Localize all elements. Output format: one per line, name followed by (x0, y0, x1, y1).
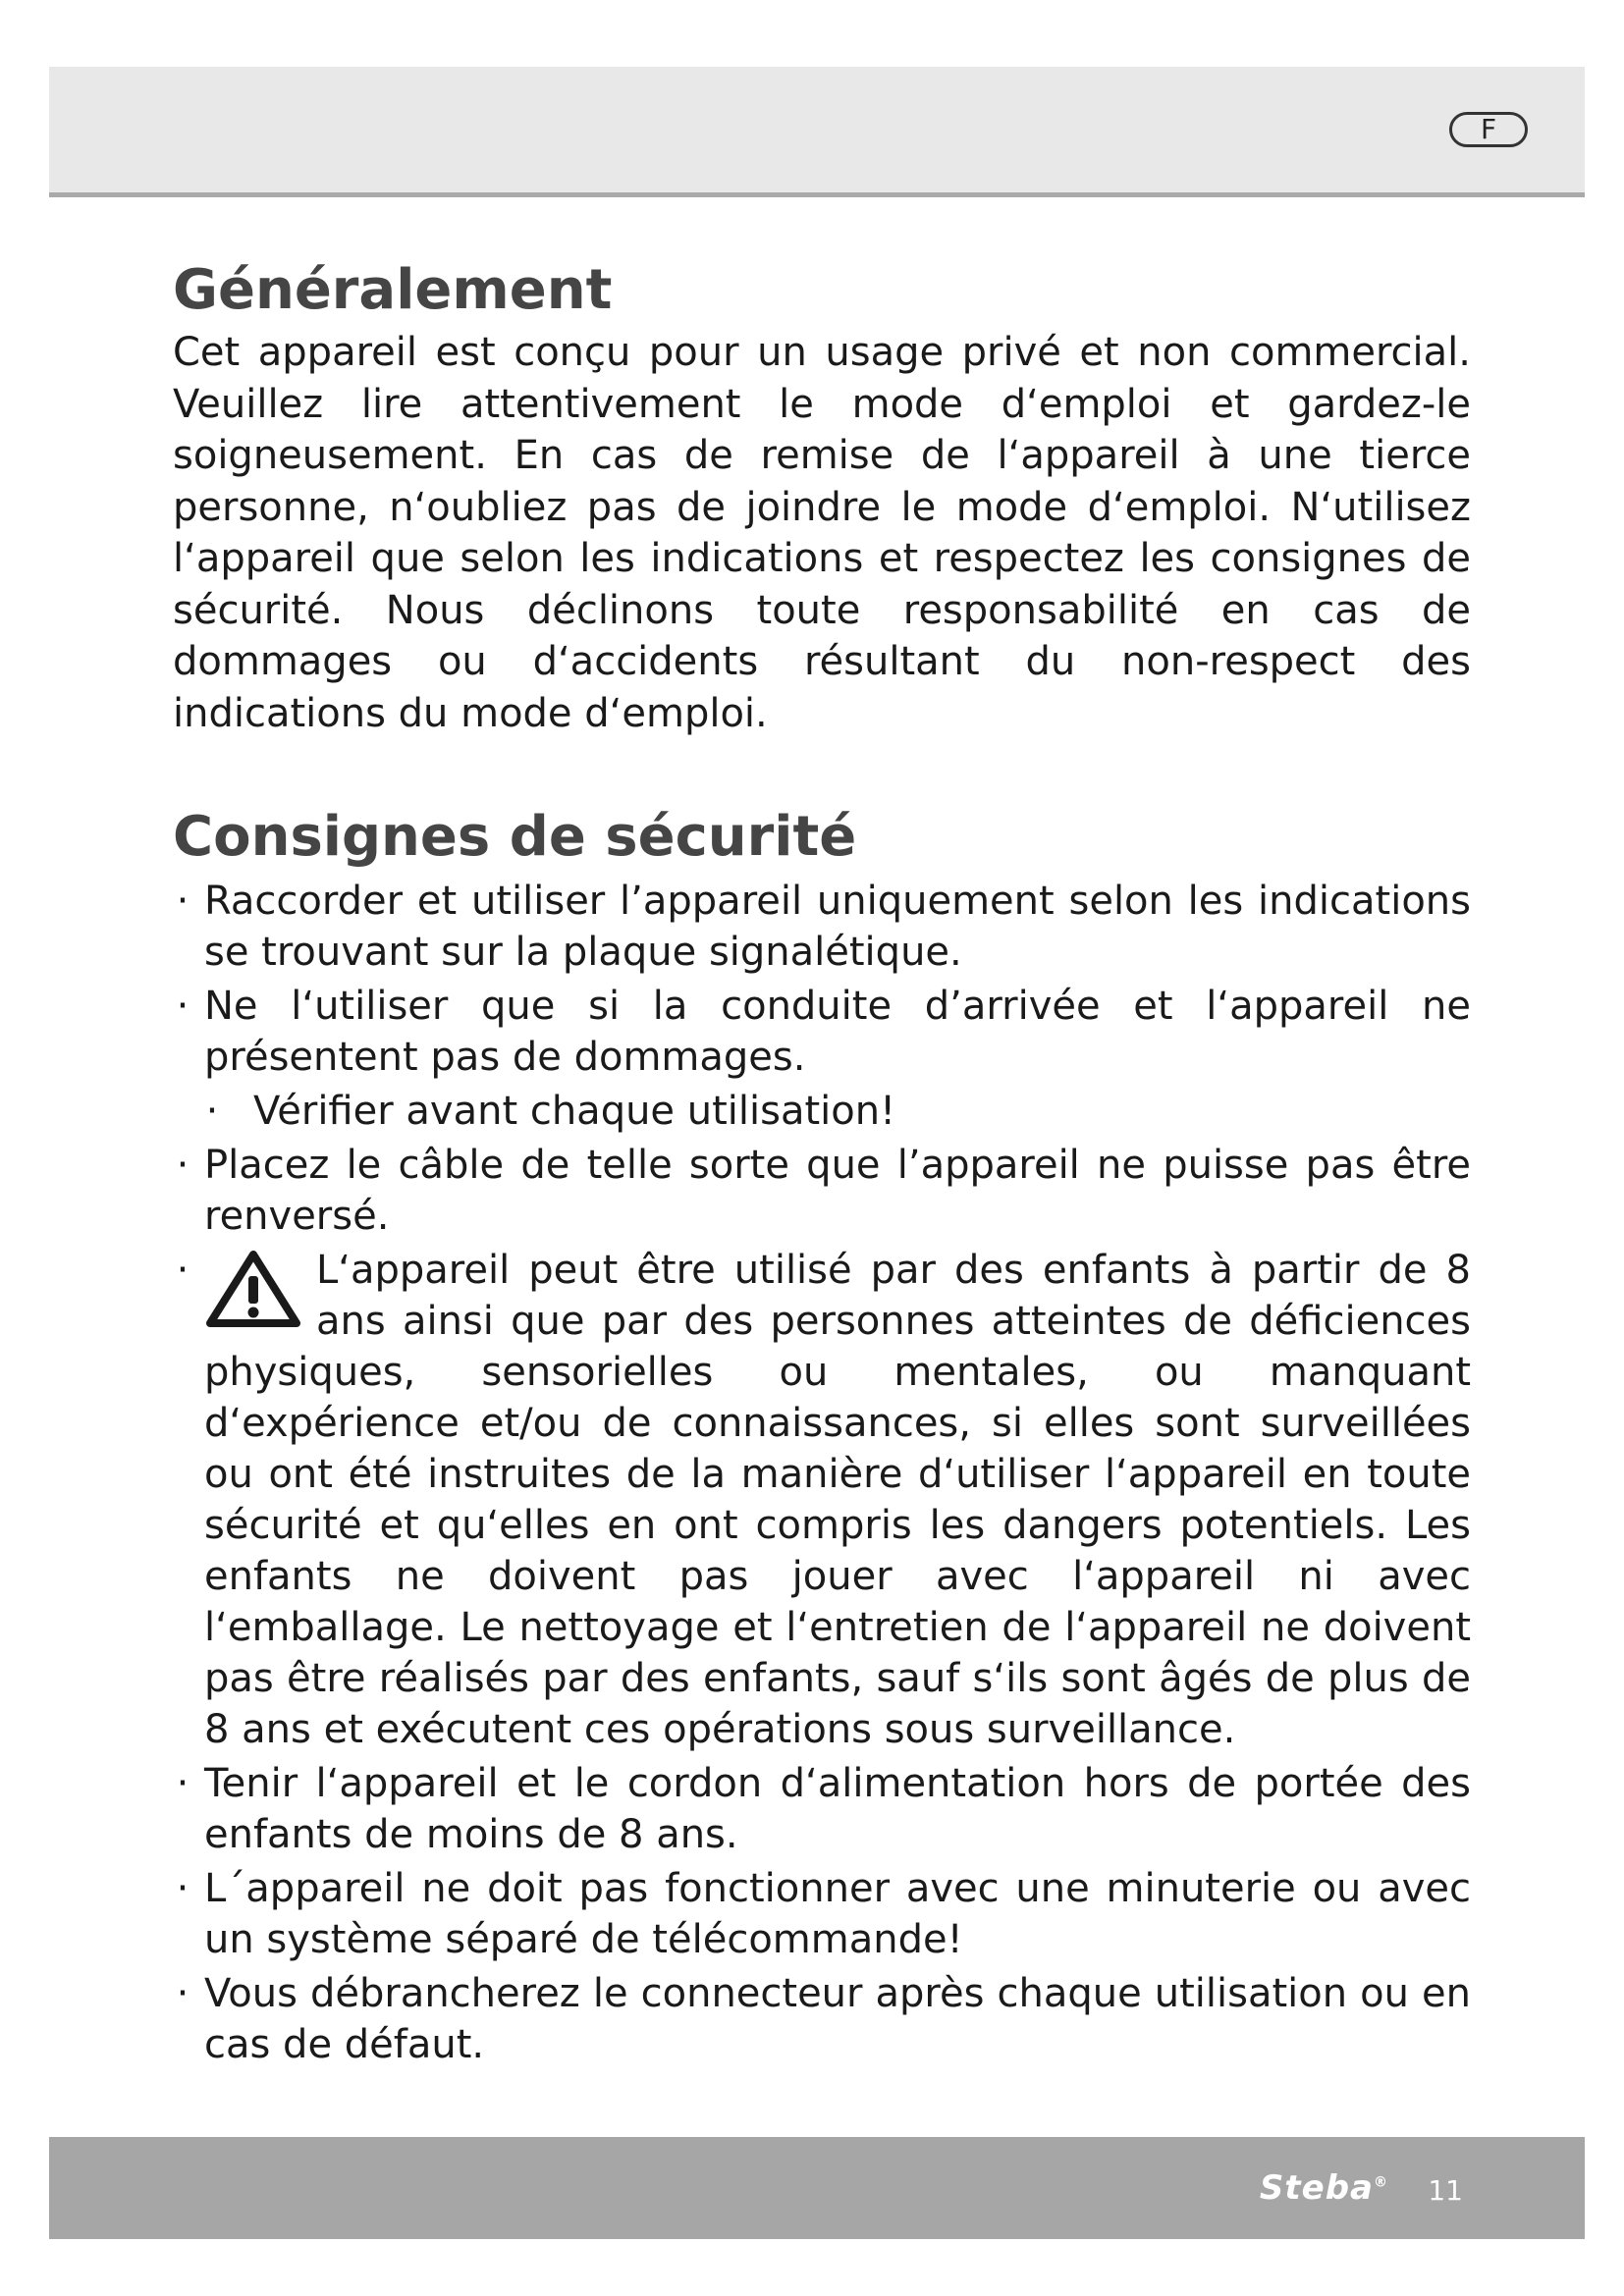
bullet-dot: · (176, 1761, 189, 1807)
safety-list (173, 876, 1471, 2070)
brand-registered-mark: ® (1374, 2174, 1388, 2191)
list-item (173, 1086, 1471, 1137)
general-paragraph: Cet appareil est conçu pour un usage privé et non commercial. Veuillez lire attentivement le mode d‘emploi et gardez-le soigneusement. En cas de remise de l‘appareil à une tierce personne, n‘oubliez pas de joindre le mode d‘emploi. N‘utilisez l‘appareil que selon les indications et respectez les consignes de sécurité. Nous déclinons toute responsabilité en cas de dommages ou d‘accidents résultant du non-respect des indications du mode d‘emploi. (173, 330, 1471, 736)
bullet-dot: · (176, 1143, 189, 1189)
bullet-dot: · (176, 1866, 189, 1912)
page-content (173, 257, 1471, 2073)
list-item (173, 1863, 1471, 1965)
bullet-dot: · (176, 984, 189, 1030)
list-item-text: L‘appareil peut être utilisé par des enfants à partir de 8 ans ainsi que par des personnes atteintes de déficiences physiques, sensorielles ou mentales, ou manquant d‘expérience et/ou de connaissances, si elles sont surveillées ou ont été instruites de la manière d‘utiliser l‘appareil en toute sécurité et qu‘elles en ont compris les dangers potentiels. Les enfants ne doivent pas jouer avec l‘appareil ni avec l‘emballage. Le nettoyage et l‘entretien de l‘appareil ne doivent pas être réalisés par des enfants, sauf s‘ils sont âgés de plus de 8 ans et exécutent ces opérations sous surveillance. (204, 1248, 1471, 1753)
list-item-text: Vous débrancherez le connecteur après chaque utilisation ou en cas de défaut. (204, 1971, 1471, 2068)
list-item-text: Vérifier avant chaque utilisation! (253, 1089, 896, 1135)
brand-logo (1260, 2168, 1388, 2208)
footer-bar (49, 2137, 1585, 2239)
section-title-general: Généralement (173, 258, 613, 322)
list-item (173, 981, 1471, 1083)
list-item-text: Placez le câble de telle sorte que l’appareil ne puisse pas être renversé. (204, 1143, 1471, 1240)
bullet-dot: · (176, 1248, 189, 1294)
language-badge: F (1449, 112, 1528, 147)
bullet-dot: · (205, 1089, 219, 1135)
section-title-safety: Consignes de sécurité (173, 805, 857, 870)
list-item-text: Ne l‘utiliser que si la conduite d’arrivée et l‘appareil ne présentent pas de dommages. (204, 984, 1471, 1081)
list-item (173, 1140, 1471, 1242)
list-item (173, 1758, 1471, 1860)
page-number: 11 (1428, 2174, 1463, 2207)
list-item-text: Raccorder et utiliser l’appareil uniquement selon les indications se trouvant sur la plaque signalétique. (204, 879, 1471, 976)
warning-triangle-icon (204, 1249, 302, 1329)
list-item-text: Tenir l‘appareil et le cordon d‘alimentation hors de portée des enfants de moins de 8 ans. (204, 1761, 1471, 1858)
header-bar (49, 67, 1585, 197)
brand-name: Steba (1259, 2168, 1374, 2208)
bullet-dot: · (176, 1971, 189, 2017)
list-item-text: L´appareil ne doit pas fonctionner avec une minuterie ou avec un système séparé de télécommande! (204, 1866, 1471, 1963)
list-item-warning (173, 1245, 1471, 1755)
bullet-dot: · (176, 879, 189, 925)
list-item (173, 876, 1471, 978)
list-item (173, 1968, 1471, 2070)
